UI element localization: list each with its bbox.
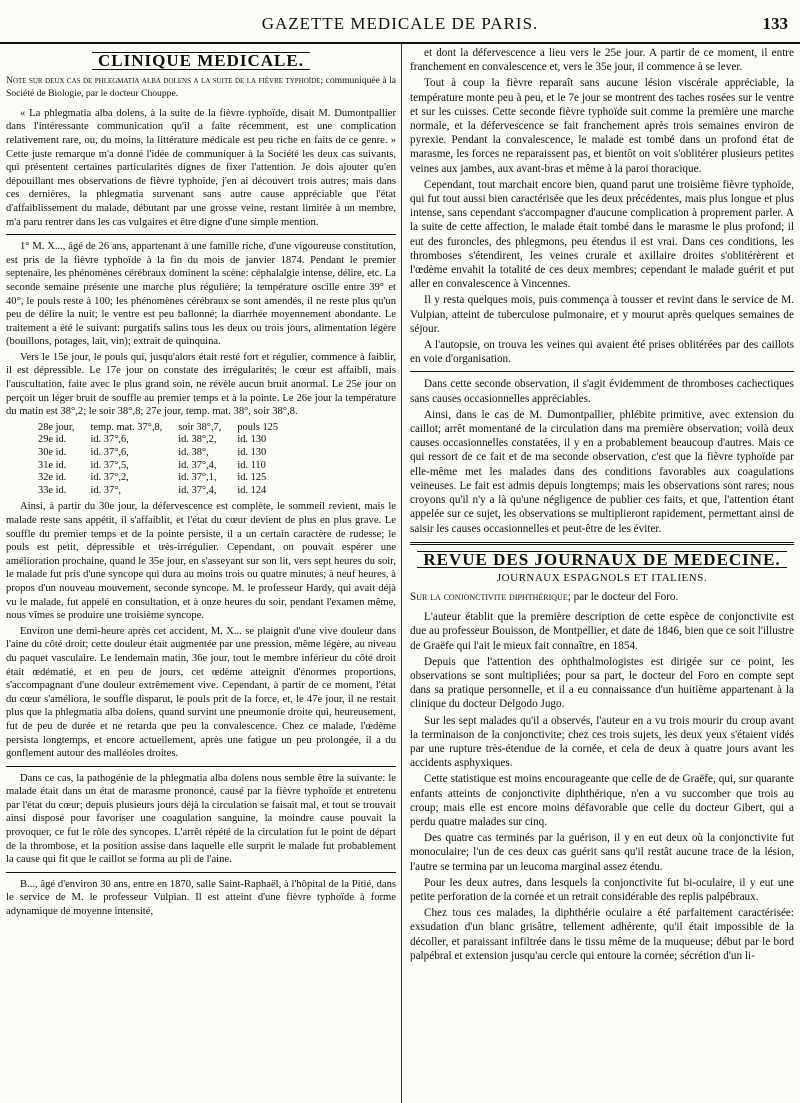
paragraph: Depuis que l'attention des ophthalmologistes est dirigée sur ce point, les observations se sont multipliées; pour sa part, le docteur del Foro en compte sept dans sa pratique personnelle, et il a eu connaissance d'un huitième appartenant à la clinique du docteur Delgodo Jugo. <box>410 655 794 711</box>
paragraph: Environ une demi-heure après cet accident, M. X... se plaignit d'une vive douleur dans l'aine du côté droit; cette douleur était augmentée par une pression, même légère, au niveau du paquet vasculaire. Le lendemain matin, 36e jour, tout le membre inférieur du côté droit était œdématié, et en peu de jours, cet œdème atteignit d'énormes proportions, s'accompagnant d'une douleur extrêmement vive. Cependant, à partir de ce moment, l'état du cœur s'améliora, le souffle disparut, le pouls prit de la force, et, le 47e jour, il ne restait plus que la phlegmatia alba dolens, quand survint une pneumonie droite qui, heureusement, fut de peu de durée et ne retarda que peu la convalescence. Chez ce malade, l'œdème persista longtemps, et encore actuellement, après une fatigue un peu prolongée, il a du gonflement autour des malléoles droites. <box>6 625 396 760</box>
paragraph: et dont la défervescence a lieu vers le 25e jour. A partir de ce moment, il entre franchement en convalescence et, vers le 35e jour, il commence à se lever. <box>410 47 794 74</box>
temperature-table <box>38 422 294 498</box>
paragraph: « La phlegmatia alba dolens, à la suite de la fièvre typhoïde, disait M. Dumontpallier dans l'intéressante communication qu'il a faite récemment, est une complication relativement rare, ou, du moins, la littérature médicale est peu riche en faits de ce genre. » Cette juste remarque m'a donné l'idée de communiquer à la Société les deux cas suivants, qui présentent certaines particularités dignes de fixer l'attention. Je dois ajouter qu'en dépouillant mes observations de fièvre typhoïde, j'en ai découvert trois autres; mais dans ces dernières, la phlegmatia survenant sans autre cause appréciable que l'état d'affaiblissement du malade, débutant par une grosse veine, restant limitée à un membre, m'a paru rentrer dans les cas vulgaires et être digne d'une simple mention. <box>6 107 396 228</box>
paragraph: A l'autopsie, on trouva les veines qui avaient été prises oblitérées par des caillots en voie d'organisation. <box>410 339 794 366</box>
paragraph: Tout à coup la fièvre reparaît sans aucune lésion viscérale appréciable, la température monte peu à peu, et le 7e jour se montrent des taches rosées sur le ventre et sur les cuisses. Cette seconde fièvre typhoïde suit comme la première une marche normale, et la défervescence se fait franchement après trois semaines environ de pyrexie. Pendant la convalescence, le malade est tombé dans un profond état de marasme, les forces ne reparaissent pas, et bientôt on voit s'oblitérer plusieurs petites veines aux jambes, aux avant-bras et même à la paroi thoracique. <box>410 77 794 175</box>
divider <box>6 234 396 235</box>
article-subtitle: Note sur deux cas de phlegmatia alba dolens a la suite de la fièvre typhoïde; communiquée à la Société de Biologie, par le docteur Chouppe. <box>6 74 396 100</box>
table-cell: id. 37°,4, <box>178 484 217 496</box>
table-cell: 32e id. <box>38 472 67 484</box>
table-cell: id. 38°, <box>178 447 209 459</box>
subsection-title: JOURNAUX ESPAGNOLS ET ITALIENS. <box>496 572 708 585</box>
section-divider <box>410 542 794 545</box>
paragraph: Vers le 15e jour, le pouls qui, jusqu'alors était resté fort et régulier, commence à faiblir, il est dépressible. Le 17e jour on constate des irrégularités; le cœur est affaibli, mais l'auscultation, faite avec le plus grand soin, ne révèle aucun bruit anormal. Le 25e jour on perçoit un léger bruit de souffle au premier temps et à la pointe. Le 26e jour la température du matin est 38°,2; le soir 38°,8; 27e jour, temp. mat. 38°, soir 38°,8. <box>6 351 396 418</box>
table-row <box>38 472 294 485</box>
paragraph: B..., âgé d'environ 30 ans, entre en 1870, salle Saint-Raphaël, à l'hôpital de la Pitié, dans le service de M. le professeur Vulpian. Il est atteint d'une fièvre typhoïde à forme adynamique de moyenne intensité, <box>6 878 396 918</box>
paragraph: Ainsi, dans le cas de M. Dumontpallier, phlébite primitive, avec extension du caillot; arrêt momentané de la circulation dans ma première observation; voilà deux causes occasionnelles constatées, il y en a probablement beaucoup d'autres. Mais ce qui ressort de ce fait et de ma seconde observation, c'est que la fièvre typhoïde par elle-même met les malades dans des conditions favorables aux coagulations veineuses. Le fait est admis depuis longtemps; mais les observations sont rares; nous croyons qu'il n'y a là qu'une négligence de publier ces faits, et que, l'attention étant appelée sur ce sujet, les observations se multiplieront rapidement, permettant ainsi de saisir les causes occasionnelles et peut-être de les éviter. <box>410 408 794 535</box>
table-cell: temp. mat. 37°,8, <box>90 421 163 433</box>
table-cell: soir 38°,7, <box>178 421 222 433</box>
table-cell: id. 37°,4, <box>178 459 217 471</box>
section-title-clinique: CLINIQUE MEDICALE. <box>6 52 396 70</box>
right-column <box>410 46 794 1103</box>
table-cell: id. 38°,2, <box>178 434 217 446</box>
table-cell: id. 124 <box>237 484 267 496</box>
table-cell: 33e id. <box>38 484 67 496</box>
left-column <box>6 46 396 1103</box>
header-rule <box>0 42 800 44</box>
journal-title: GAZETTE MEDICALE DE PARIS. <box>261 14 539 33</box>
table-cell: pouls 125 <box>237 421 279 433</box>
table-row <box>38 485 294 498</box>
table-cell: id. 37°,1, <box>178 472 217 484</box>
article-subtitle: Sur la conjonctivite diphthérique; par le docteur del Foro. <box>410 590 679 603</box>
paragraph: Dans ce cas, la pathogénie de la phlegmatia alba dolens nous semble être la suivante: le malade était dans un état de marasme prononcé, causé par la fièvre typhoïde et entretenu par l'état du cœur; depuis plusieurs jours déjà la circulation se faisait mal, et tout se trouvait ainsi disposé pour favoriser une coagulation sanguine, la moindre cause pouvait la provoquer, ce fut le rôle des syncopes. L'arrêt répété de la circulation fut le point de départ de la thrombose, et la position assise dans laquelle elle surprit le malade fut probablement la cause qui fit que le caillot se forma au pli de l'aine. <box>6 772 396 866</box>
divider <box>410 371 794 372</box>
section-title-revue: REVUE DES JOURNAUX DE MEDECINE. <box>410 551 794 569</box>
table-cell: id. 130 <box>237 434 267 446</box>
paragraph: L'auteur établit que la première description de cette espèce de conjonctivite est due au professeur Bouisson, de Montpellier, et date de 1846, bien que ce soit l'illustre de Graëfe qui l'ait le mieux fait connaître, en 1854. <box>410 611 794 652</box>
paragraph: Ainsi, à partir du 30e jour, la défervescence est complète, le sommeil revient, mais le malade reste sans appétit, il s'affaiblit, et l'état du cœur devient de plus en plus grave. Le souffle du premier temps et de la pointe persiste, il a un certain caractère de rudesse; le pouls est petit, dépressible et très-irrégulier. Cependant, on pouvait espérer une amélioration prochaine, quand le 35e jour, en s'asseyant sur son lit, vers sept heures du soir, le malade fut pris d'une syncope qui dura au moins trois ou quatre minutes; à neuf heures, à propos d'un nouveau mouvement, seconde syncope. M. le professeur Hardy, qui avait déjà vu le malade, fut appelé en consultation, et à onze heures du soir, pendant l'examen même, nous vîmes se produire une troisième syncope. <box>6 501 396 622</box>
paragraph: Pour les deux autres, dans lesquels la conjonctivite fut bi-oculaire, il y eut une petite perforation de la cornée et un retrait considérable des replis palpébraux. <box>410 876 794 903</box>
table-cell: 30e id. <box>38 447 67 459</box>
table-cell: 28e jour, <box>38 421 75 433</box>
table-cell: id. 37°,2, <box>90 472 129 484</box>
column-separator <box>401 44 402 1103</box>
table-row <box>38 460 294 473</box>
table-cell: id. 110 <box>237 459 266 471</box>
table-cell: 31e id. <box>38 459 67 471</box>
paragraph: 1° M. X..., âgé de 26 ans, appartenant à une famille riche, d'une vigoureuse constitution, est pris de la fièvre typhoïde à la fin du mois de janvier 1874. Pendant le premier septenaire, les phénomènes cérébraux dominent la scène: céphalalgie intense, délire, etc. La seconde semaine présente une marche plus régulière; la température oscille entre 39° et 40°, le pouls reste à 100; les phénomènes cérébraux se sont amendés, il ne reste plus qu'un peu de délire la nuit; le ventre est peu ballonné; la diarrhée moyennement abondante. Le traitement a été le suivant: purgatifs salins tous les deux ou trois jours, alimentation légère (bouillons, potages, lait, vin); extrait de quinquina. <box>6 241 396 348</box>
paragraph: Cette statistique est moins encourageante que celle de de Graëfe, qui, sur quarante enfants atteints de conjonctivite diphthérique, n'en a vu succomber que trois au croup; mais elle est encore moins défavorable que celle du docteur Gibert, qui a perdu quatre malades sur cinq. <box>410 773 794 828</box>
table-cell: id. 37°,5, <box>90 459 129 471</box>
table-row <box>38 434 294 447</box>
paragraph: Chez tous ces malades, la diphthérie oculaire a été parfaitement caractérisée: exsudation d'un blanc grisâtre, tellement adhérente, qu'il était impossible de la décoller, et paraissant infiltrée dans le tissu même de la muqueuse; début par le bord palpébral et extension jusqu'au cercle qui entoure la cornée; sécrétion d'un li- <box>410 907 794 962</box>
table-cell: id. 37°,6, <box>90 434 129 446</box>
paragraph: Sur les sept malades qu'il a observés, l'auteur en a vu trois mourir du croup avant la terminaison de la conjonctivite; chez ces trois sujets, les deux yeux s'étaient vidés par une rupture très-étendue de la cornée, et cela de deux à quatre jours avant les accidents asphyxiques. <box>410 714 794 770</box>
table-row <box>38 422 294 435</box>
paragraph: Il y resta quelques mois, puis commença à tousser et revint dans le service de M. Vulpian, atteint de tuberculose pulmonaire, et y mourut après quelques semaines de séjour. <box>410 294 794 335</box>
divider <box>6 766 396 767</box>
divider <box>6 872 396 873</box>
table-cell: 29e id. <box>38 434 67 446</box>
table-cell: id. 37°,6, <box>90 447 129 459</box>
paragraph: Dans cette seconde observation, il s'agit évidemment de thromboses cachectiques sans causes occasionnelles appréciables. <box>410 378 794 405</box>
paragraph: Cependant, tout marchait encore bien, quand parut une troisième fièvre typhoïde, qui fut tout aussi bien caractérisée que les deux précédentes, mais plus longue et plus intense, sans cependant s'accompagner d'aucune complication à proprement parler. A la suite de cette affection, le malade était tombé dans le marasme le plus profond; il eut des furoncles, des phlegmons, peu étendus il est vrai. Dans ces conditions, les thromboses s'étendirent, les veines crurale et axillaire droites s'oblitérèrent et l'œdème envahit la totalité de ces deux membres; cependant le malade guérit et put aller en convalescence à Vincennes. <box>410 178 794 291</box>
table-cell: id. 130 <box>237 447 267 459</box>
paragraph: Des quatre cas terminés par la guérison, il y en eut deux où la conjonctivite fut monoculaire; l'un de ces deux cas guérit sans qu'il restât aucune trace de la lésion, l'autre se termina par un leucoma marginal assez étendu. <box>410 832 794 873</box>
page-header <box>0 0 800 44</box>
table-cell: id. 125 <box>237 472 267 484</box>
table-cell: id. 37°, <box>90 484 121 496</box>
table-row <box>38 447 294 460</box>
page-number: 133 <box>762 14 788 33</box>
